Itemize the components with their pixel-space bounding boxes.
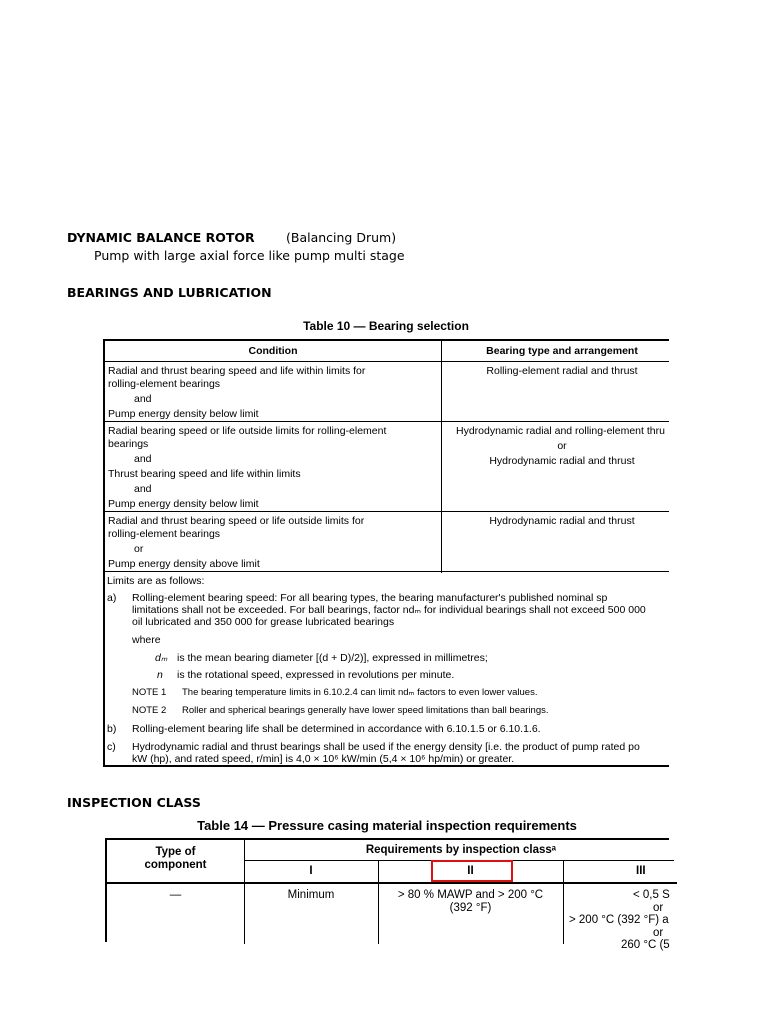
bearing-line: Hydrodynamic radial and rolling-element thru [456,425,665,437]
condition-line: Thrust bearing speed and life within limits [108,468,301,480]
heading-inspection-class: INSPECTION CLASS [67,795,201,810]
bearing-line: Rolling-element radial and thrust [486,365,638,377]
table14-class-III: III [636,865,646,877]
cell-line: 260 °C (5 [621,939,670,951]
table10-header-condition: Condition [248,345,298,357]
header-line: component [144,859,207,871]
cell-line: < 0,5 S [633,889,670,901]
cell-line: > 80 % MAWP and > 200 °C [397,889,544,901]
table10-row2-condition [108,425,386,511]
cell-line: (392 °F) [449,902,492,914]
table10-row-divider [105,361,669,362]
condition-line: and [134,483,152,495]
table10-header-bearing: Bearing type and arrangement [486,345,638,357]
table14-class-II: II [467,865,474,877]
table10-row3-bearing [442,515,682,528]
table10-row2-bearing [442,425,682,468]
heading-dynamic-balance-rotor: DYNAMIC BALANCE ROTOR [67,230,255,245]
note-b-text: Rolling-element bearing life shall be determined in accordance with 6.10.1.5 or 6.10.1.6. [132,723,541,735]
cell-line: > 200 °C (392 °F) a [569,914,669,926]
table10-title: Table 10 — Bearing selection [303,319,469,333]
table10-row-divider [105,421,669,422]
where-label: where [132,634,161,646]
table14-header-requirements: Requirements by inspection classᵃ [365,844,557,856]
condition-line: rolling-element bearings [108,528,221,540]
note2-text: Roller and spherical bearings generally have lower speed limitations than ball bearings. [182,705,549,716]
table10-row3-condition [108,515,364,571]
table14-class-I: I [309,865,313,877]
condition-line: Radial bearing speed or life outside limits for rolling-element [108,425,387,437]
table10-row-divider [105,571,669,572]
note1-text: The bearing temperature limits in 6.10.2.4 can limit ndₘ factors to even lower values. [182,687,538,698]
cell-line: or [653,926,664,939]
heading-bearings-lubrication: BEARINGS AND LUBRICATION [67,285,272,300]
limits-intro: Limits are as follows: [107,575,205,587]
note2-label: NOTE 2 [132,705,167,716]
condition-line: or [134,543,144,555]
note-c-line: kW (hp), and rated speed, r/min] is 4,0 × 10⁶ kW/min (5,4 × 10⁶ hp/min) or greater. [132,753,515,765]
table14-header-divider [107,882,677,884]
table14-row-type: — [169,889,182,901]
table10-row1-bearing [442,365,682,378]
condition-line: and [134,393,152,405]
note-c-line: Hydrodynamic radial and thrust bearings shall be used if the energy density [i.e. the product of pump rated po [132,741,640,753]
note-a-line: oil lubricated and 350 000 for grease lubricated bearings [132,616,395,628]
dm-definition: is the mean bearing diameter [(d + D)/2)], expressed in millimetres; [177,652,488,664]
table14-title: Table 14 — Pressure casing material inspection requirements [197,818,577,833]
note1-label: NOTE 1 [132,687,167,698]
condition-line: and [134,453,152,465]
table14-column-divider [563,860,564,944]
table10-bearing-selection [103,339,669,767]
table14-row-class2 [378,889,563,915]
bearing-line: or [557,440,567,452]
dm-symbol: dₘ [155,652,168,664]
condition-line: Pump energy density below limit [108,408,259,420]
n-symbol: n [157,669,163,681]
condition-line: Pump energy density above limit [108,558,260,570]
table14-row-class1: Minimum [287,889,335,901]
condition-line: bearings [108,438,149,450]
table14-header-type [107,846,244,872]
table14-inspection-requirements [105,838,670,951]
condition-line: rolling-element bearings [108,378,221,390]
condition-line: Radial and thrust bearing speed or life outside limits for [108,515,365,527]
bearing-line: Hydrodynamic radial and thrust [489,455,635,467]
bearing-line: Hydrodynamic radial and thrust [489,515,635,527]
note-a-line: limitations shall not be exceeded. For ball bearings, factor ndₘ for individual bearings shall not exceed 500 000 [132,604,646,616]
table10-row1-condition [108,365,365,421]
table10-row-divider [105,511,669,512]
n-definition: is the rotational speed, expressed in revolutions per minute. [177,669,455,681]
class-II-highlight-box [431,860,513,882]
note-c-label: c) [107,741,116,753]
note-a-label: a) [107,592,117,604]
table14-row-class3 [569,889,679,952]
header-line: Type of [155,846,196,858]
heading-note: (Balancing Drum) [286,230,397,245]
condition-line: Radial and thrust bearing speed and life within limits for [108,365,366,377]
note-a-line: Rolling-element bearing speed: For all bearing types, the bearing manufacturer's published nominal sp [132,592,608,604]
cell-line: or [653,901,664,914]
note-b-label: b) [107,723,117,735]
subtitle-text: Pump with large axial force like pump multi stage [94,248,405,263]
condition-line: Pump energy density below limit [108,498,259,510]
